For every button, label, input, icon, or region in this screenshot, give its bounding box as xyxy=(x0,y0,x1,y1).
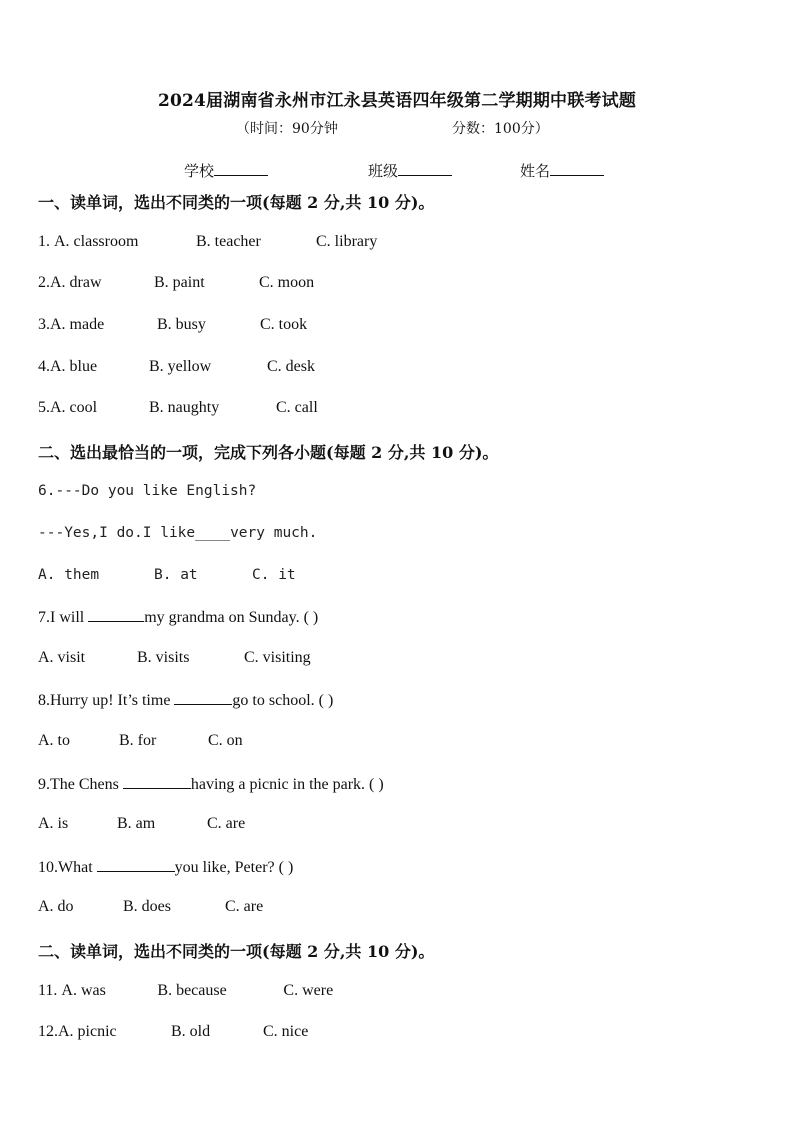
option-a: A. picnic xyxy=(58,1023,117,1040)
question-text: you like, Peter? ( ) xyxy=(174,859,294,876)
option-b: B. am xyxy=(117,815,156,832)
question-9-options xyxy=(38,815,245,833)
question-10 xyxy=(38,857,293,877)
question-3 xyxy=(38,316,307,334)
question-number: 2. xyxy=(38,274,50,291)
option-c: C. visiting xyxy=(244,649,311,666)
question-8-options xyxy=(38,732,243,750)
option-b: B. for xyxy=(119,732,157,749)
section-heading-3: 二、读单词，选出不同类的一项(每题 2 分,共 10 分)。 xyxy=(38,942,435,961)
option-c: C. were xyxy=(283,982,334,999)
option-a: A. draw xyxy=(50,274,102,291)
question-text: ---Yes,I do.I like xyxy=(38,525,196,541)
option-b: B. naughty xyxy=(149,399,220,416)
answer-blank[interactable] xyxy=(88,607,144,622)
question-9 xyxy=(38,774,384,794)
question-text: having a picnic in the park. ( ) xyxy=(190,776,384,793)
option-c: C. moon xyxy=(259,274,315,291)
name-label: 姓名 xyxy=(520,162,551,180)
question-12 xyxy=(38,1023,308,1041)
page-title: 2024届湖南省永州市江永县英语四年级第二学期期中联考试题 xyxy=(157,91,637,111)
class-blank[interactable] xyxy=(398,161,452,176)
option-c: C. call xyxy=(276,399,318,416)
option-a: A. is xyxy=(38,815,69,832)
option-b: B. yellow xyxy=(149,358,212,375)
class-field xyxy=(368,160,452,181)
question-text: very much. xyxy=(230,525,318,541)
option-b: B. does xyxy=(123,898,171,915)
answer-blank: ____ xyxy=(195,525,231,541)
name-blank[interactable] xyxy=(550,161,604,176)
option-b: B. teacher xyxy=(196,233,261,250)
option-a: A. blue xyxy=(50,358,98,375)
question-number: 5. xyxy=(38,399,50,416)
question-10-options xyxy=(38,898,263,916)
question-6-prompt: 6.---Do you like English? xyxy=(38,483,257,499)
option-a: A. to xyxy=(38,732,70,749)
option-c: C. desk xyxy=(267,358,315,375)
option-a: A. classroom xyxy=(54,233,139,250)
option-c: C. are xyxy=(207,815,246,832)
question-7-options xyxy=(38,649,311,667)
exam-time: （时间：90分钟 xyxy=(236,121,338,137)
question-8 xyxy=(38,690,333,710)
answer-blank[interactable] xyxy=(97,857,175,872)
option-b: B. at xyxy=(154,567,198,583)
question-text: 8.Hurry up! It’s time xyxy=(38,692,175,709)
option-c: C. it xyxy=(252,567,296,583)
option-b: B. old xyxy=(171,1023,211,1040)
question-number: 11. xyxy=(38,982,62,999)
question-number: 1. xyxy=(38,233,54,250)
answer-blank[interactable] xyxy=(174,690,232,705)
question-number: 4. xyxy=(38,358,50,375)
option-b: B. busy xyxy=(157,316,206,333)
name-field xyxy=(520,160,604,181)
option-b: B. because xyxy=(157,982,227,999)
question-text: 10.What xyxy=(38,859,97,876)
question-1 xyxy=(38,233,377,251)
section-heading-2: 二、选出最恰当的一项，完成下列各小题(每题 2 分,共 10 分)。 xyxy=(38,443,499,462)
option-c: C. on xyxy=(208,732,243,749)
option-a: A. made xyxy=(50,316,105,333)
option-c: C. took xyxy=(260,316,308,333)
class-label: 班级 xyxy=(368,162,399,180)
question-2 xyxy=(38,274,314,292)
option-a: A. do xyxy=(38,898,74,915)
question-7 xyxy=(38,607,318,627)
option-c: C. library xyxy=(316,233,378,250)
option-c: C. nice xyxy=(263,1023,309,1040)
answer-blank[interactable] xyxy=(123,774,191,789)
question-5 xyxy=(38,399,318,417)
question-number: 12. xyxy=(38,1023,58,1040)
question-4 xyxy=(38,358,315,376)
option-b: B. visits xyxy=(137,649,190,666)
question-11 xyxy=(38,982,333,1000)
question-6-options xyxy=(38,567,296,583)
option-b: B. paint xyxy=(154,274,205,291)
school-blank[interactable] xyxy=(214,161,268,176)
option-c: C. are xyxy=(225,898,264,915)
question-number: 3. xyxy=(38,316,50,333)
option-a: A. was xyxy=(61,982,106,999)
section-heading-1: 一、读单词，选出不同类的一项(每题 2 分,共 10 分)。 xyxy=(38,193,435,212)
school-field xyxy=(184,160,268,181)
school-label: 学校 xyxy=(184,162,215,180)
option-a: A. them xyxy=(38,567,100,583)
question-6-answer-line xyxy=(38,525,317,541)
option-a: A. visit xyxy=(38,649,86,666)
option-a: A. cool xyxy=(50,399,98,416)
question-text: 9.The Chens xyxy=(38,776,123,793)
question-text: go to school. ( ) xyxy=(232,692,334,709)
question-text: 7.I will xyxy=(38,609,89,626)
question-text: my grandma on Sunday. ( ) xyxy=(144,609,319,626)
exam-score: 分数：100分） xyxy=(452,121,549,137)
